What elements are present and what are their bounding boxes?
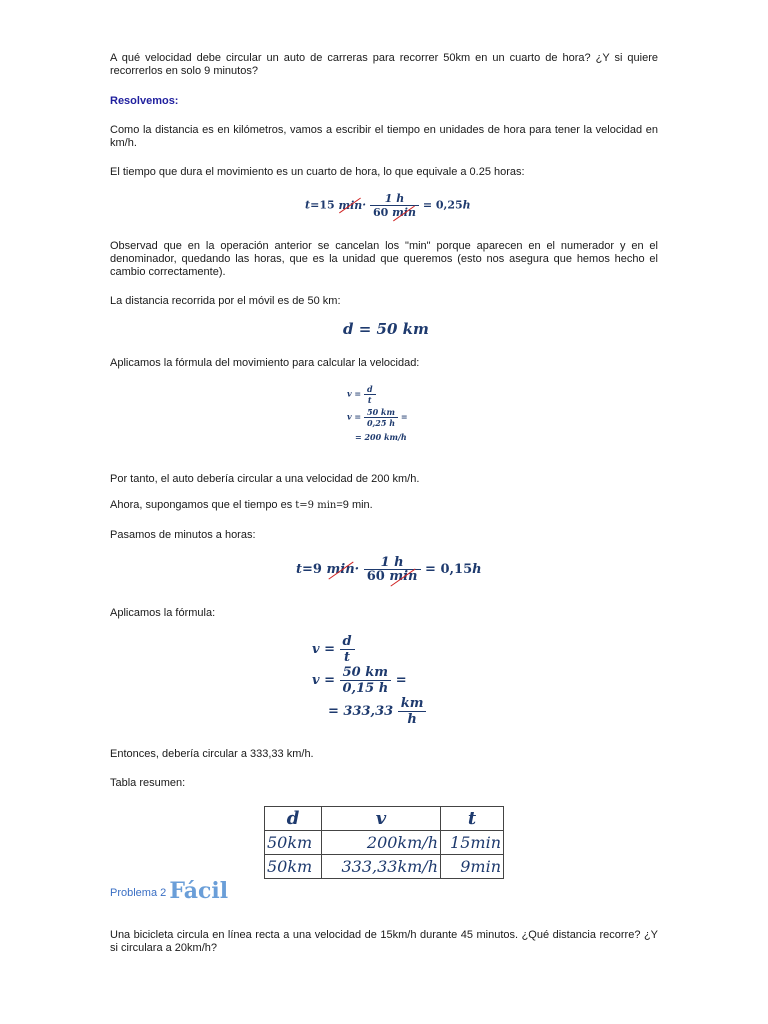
equation-distance: d = 50 km [343, 320, 429, 338]
table-cell: 50km [265, 855, 322, 879]
equation-velocity-2: v = $\frac{d}{t}$ v = $\frac{50 km}{0,15 h}$ = = 333,33 $\frac{km}{h}$ [312, 634, 426, 727]
table-header: d [265, 807, 322, 831]
table-cell: 15min [441, 831, 504, 855]
problem-statement: A qué velocidad debe circular un auto de carreras para recorrer 50km en un cuarto de hora? ¿Y si quiere recorrerlos en solo 9 minutos? [110, 52, 658, 77]
problem-2-statement: Una bicicleta circula en línea recta a una velocidad de 15km/h durante 45 minutos. ¿Qué distancia recorre? ¿Y si circulara a 20km/h? [110, 929, 658, 954]
paragraph-assume-time: Ahora, supongamos que el tiempo es t=9 min=9 min. [110, 499, 373, 511]
equation-time-conversion-2: t=9 min· $\frac{1 h}{60 \min}$ = 0,15h [296, 555, 482, 584]
table-row [265, 855, 504, 879]
table-cell: 333,33km/h [322, 855, 441, 879]
table-header: v [322, 807, 441, 831]
table-cell: 9min [441, 855, 504, 879]
paragraph-formula: Aplicamos la fórmula del movimiento para calcular la velocidad: [110, 357, 420, 369]
problem-label: Problema 2 [110, 887, 167, 899]
table-cell: 50km [265, 831, 322, 855]
table-row [265, 831, 504, 855]
table-header: t [441, 807, 504, 831]
equation-velocity-1: v = $\frac{d}{t}$ v = $\frac{50 km}{0,25 h}$ = = 200 km/h [347, 384, 408, 442]
paragraph-convert-minutes: Pasamos de minutos a horas: [110, 529, 256, 541]
table-cell: 200km/h [322, 831, 441, 855]
table-header-row [265, 807, 504, 831]
difficulty-label: Fácil [169, 878, 229, 904]
summary-table [264, 806, 504, 879]
paragraph-units: Como la distancia es en kilómetros, vamos a escribir el tiempo en unidades de hora para tener la velocidad en km/h. [110, 124, 658, 149]
equation-time-conversion-1: t=15 min· $\frac{1 h}{60 \min}$ = 0,25h [305, 192, 471, 219]
paragraph-result-1: Por tanto, el auto debería circular a una velocidad de 200 km/h. [110, 473, 420, 485]
problem-2-heading [110, 878, 229, 904]
section-heading: Resolvemos: [110, 95, 179, 107]
paragraph-result-2: Entonces, debería circular a 333,33 km/h. [110, 748, 314, 760]
paragraph-distance: La distancia recorrida por el móvil es de 50 km: [110, 295, 341, 307]
paragraph-time: El tiempo que dura el movimiento es un cuarto de hora, lo que equivale a 0.25 horas: [110, 166, 525, 178]
paragraph-apply-formula: Aplicamos la fórmula: [110, 607, 216, 619]
paragraph-table-title: Tabla resumen: [110, 777, 186, 789]
paragraph-cancel-note: Observad que en la operación anterior se cancelan los "min" porque aparecen en el numerador y en el denominador, quedando las horas, que es la unidad que queremos (esto nos asegura que hemos hecho el cambio correctamente). [110, 240, 658, 278]
